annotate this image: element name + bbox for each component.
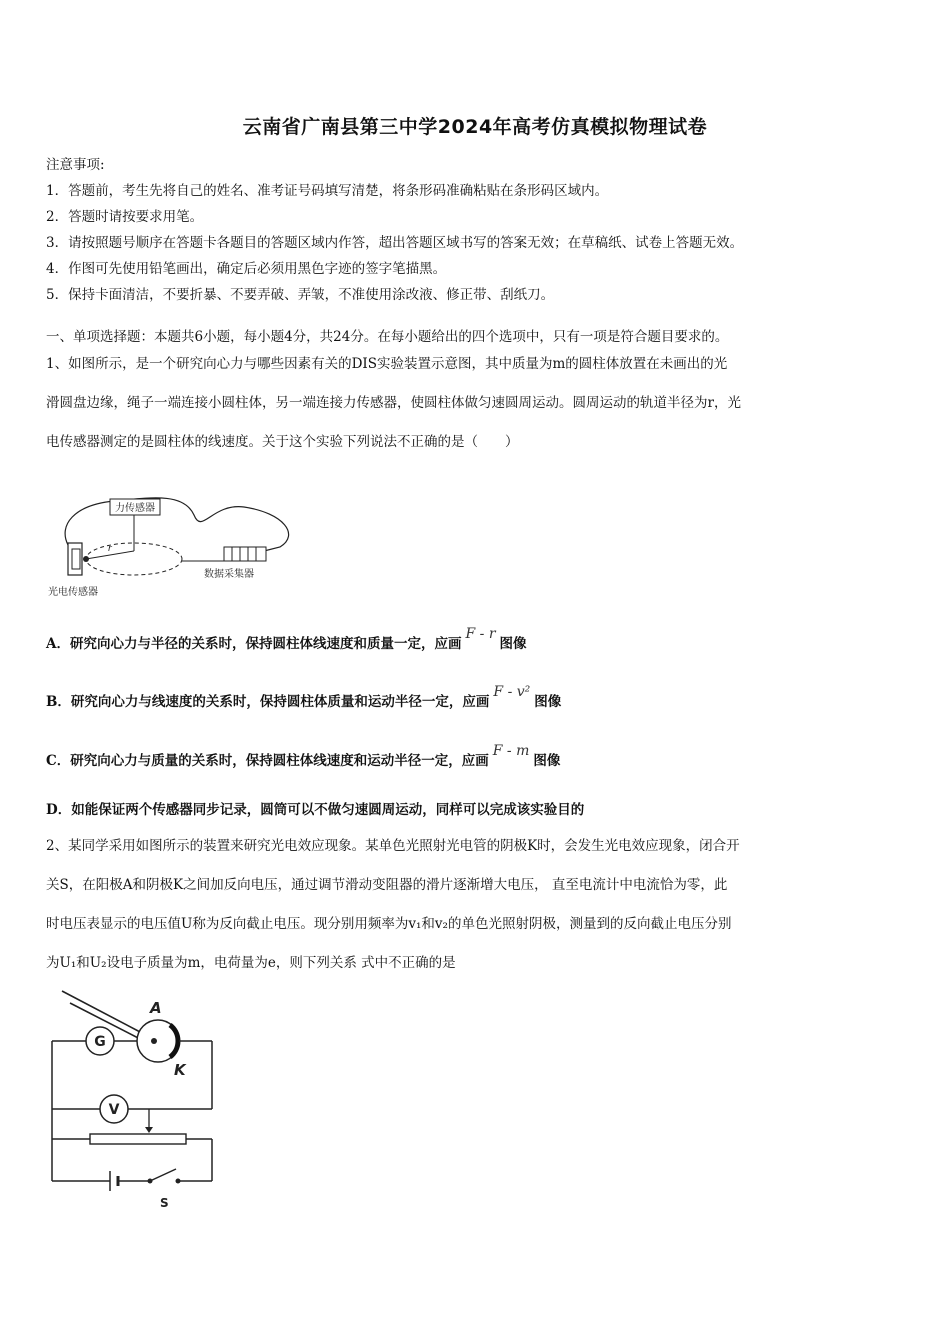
galvanometer-label: G bbox=[94, 1034, 106, 1050]
anode-label: A bbox=[150, 999, 162, 1017]
option-a bbox=[46, 626, 527, 652]
option-suffix: 图像 bbox=[534, 694, 562, 710]
question-1 bbox=[46, 345, 916, 462]
question-2 bbox=[46, 827, 916, 983]
centripetal-apparatus-figure bbox=[44, 485, 304, 605]
notice-item: 1．答题前，考生先将自己的姓名、准考证号码填写清楚，将条形码准确粘贴在条形码区域内。 bbox=[46, 183, 609, 199]
option-suffix: 图像 bbox=[533, 753, 561, 769]
notice-item: 4．作图可先使用铅笔画出，确定后必须用黑色字迹的签字笔描黑。 bbox=[46, 261, 447, 277]
question-1-line: 滑圆盘边缘，绳子一端连接小圆柱体，另一端连接力传感器，使圆柱体做匀速圆周运动。圆周运动的轨道半径为r，光 bbox=[46, 395, 741, 411]
cathode-label: K bbox=[174, 1061, 186, 1079]
option-suffix: 图像 bbox=[499, 636, 527, 652]
option-c bbox=[46, 743, 561, 769]
option-text: D．如能保证两个传感器同步记录，圆筒可以不做匀速圆周运动，同样可以完成该实验目的 bbox=[46, 802, 585, 818]
force-sensor-label: 力传感器 bbox=[115, 503, 155, 514]
photo-sensor-label: 光电传感器 bbox=[48, 587, 98, 598]
option-formula: F - v² bbox=[493, 684, 531, 700]
question-2-line: 2、某同学采用如图所示的装置来研究光电效应现象。某单色光照射光电管的阴极K时，会发生光电效应现象，闭合开 bbox=[46, 838, 740, 854]
question-1-line: 电传感器测定的是圆柱体的线速度。关于这个实验下列说法不正确的是（ ） bbox=[46, 434, 519, 450]
notice-item: 3．请按照题号顺序在答题卡各题目的答题区域内作答，超出答题区域书写的答案无效；在草稿纸、试卷上答题无效。 bbox=[46, 235, 744, 251]
option-formula: F - r bbox=[465, 626, 496, 642]
option-text: A．研究向心力与半径的关系时，保持圆柱体线速度和质量一定，应画 bbox=[46, 636, 462, 652]
question-2-line: 关S，在阳极A和阴极K之间加反向电压，通过调节滑动变阻器的滑片逐渐增大电压， 直至电流计中电流恰为零，此 bbox=[46, 877, 728, 893]
option-text: C．研究向心力与质量的关系时，保持圆柱体线速度和运动半径一定，应画 bbox=[46, 753, 489, 769]
data-collector-label: 数据采集器 bbox=[204, 569, 254, 580]
option-formula: F - m bbox=[492, 743, 530, 759]
question-2-line: 为U₁和U₂设电子质量为m，电荷量为e，则下列关系 式中不正确的是 bbox=[46, 955, 456, 971]
option-d bbox=[46, 798, 584, 818]
page-title: 云南省广南县第三中学2024年高考仿真模拟物理试卷 bbox=[242, 116, 708, 138]
notice-item: 5．保持卡面清洁，不要折暴、不要弄破、弄皱，不准使用涂改液、修正带、刮纸刀。 bbox=[46, 287, 555, 303]
photoelectric-circuit-figure bbox=[44, 985, 234, 1215]
option-text: B．研究向心力与线速度的关系时，保持圆柱体质量和运动半径一定，应画 bbox=[46, 694, 490, 710]
question-2-line: 时电压表显示的电压值U称为反向截止电压。现分别用频率为v₁和v₂的单色光照射阴极，测量到的反向截止电压分别 bbox=[46, 916, 732, 932]
notice-heading: 注意事项: bbox=[46, 157, 105, 173]
option-b bbox=[46, 684, 562, 710]
question-1-line: 1、如图所示，是一个研究向心力与哪些因素有关的DIS实验装置示意图，其中质量为m的圆柱体放置在未画出的光 bbox=[46, 356, 728, 372]
radius-label: r bbox=[108, 544, 112, 554]
switch-label: S bbox=[160, 1196, 169, 1210]
section-heading: 一、单项选择题：本题共6小题，每小题4分，共24分。在每小题给出的四个选项中，只有一项是符合题目要求的。 bbox=[46, 329, 729, 345]
notice-item: 2．答题时请按要求用笔。 bbox=[46, 209, 204, 225]
voltmeter-label: V bbox=[108, 1102, 120, 1118]
notice-section bbox=[46, 152, 916, 308]
